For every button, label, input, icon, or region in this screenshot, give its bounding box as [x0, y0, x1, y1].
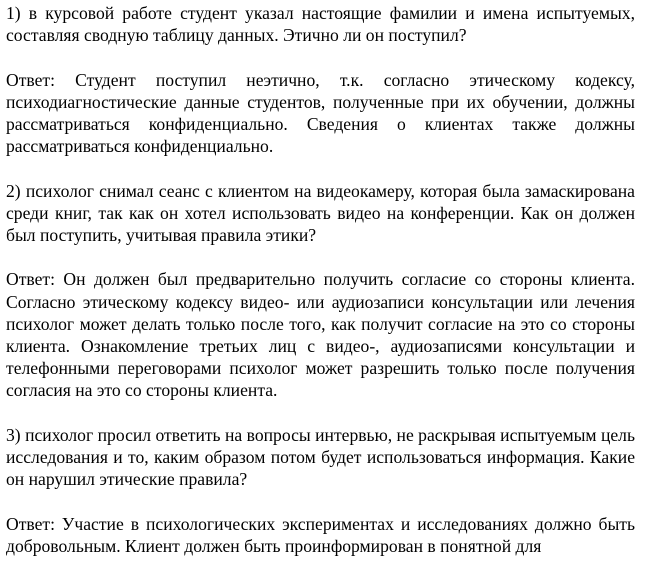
answer-3: Ответ: Участие в психологических экспериментах и исследованиях должно быть добровольным. Клиент должен быть проинформирован в понятной для: [6, 513, 635, 556]
answer-1: Ответ: Студент поступил неэтично, т.к. согласно этическому кодексу, психодиагностические данные студентов, полученные при их обучении, должны рассматриваться конфиденциально. Сведения о клиентах также должны рассматриваться конфиденциально.: [6, 69, 635, 157]
document-page: [6, 2, 635, 579]
answer-2: Ответ: Он должен был предварительно получить согласие со стороны клиента. Согласно этическому кодексу видео- или аудиозаписи консультации или лечения психолог может делать только после того, как получит согласие на это со стороны клиента. Ознакомление третьих лиц с видео-, аудиозаписями консультации и телефонными переговорами психолог может разрешить только после получения согласия на это со стороны клиента.: [6, 269, 635, 401]
question-2: 2) психолог снимал сеанс с клиентом на видеокамеру, которая была замаскирована среди книг, так как он хотел использовать видео на конференции. Как он должен был поступить, учитывая правила этики?: [6, 180, 635, 245]
question-3: 3) психолог просил ответить на вопросы интервью, не раскрывая испытуемым цель исследования и то, каким образом потом будет использоваться информация. Какие он нарушил этические правила?: [6, 424, 635, 490]
question-1: 1) в курсовой работе студент указал настоящие фамилии и имена испытуемых, составляя сводную таблицу данных. Этично ли он поступил?: [6, 3, 635, 46]
